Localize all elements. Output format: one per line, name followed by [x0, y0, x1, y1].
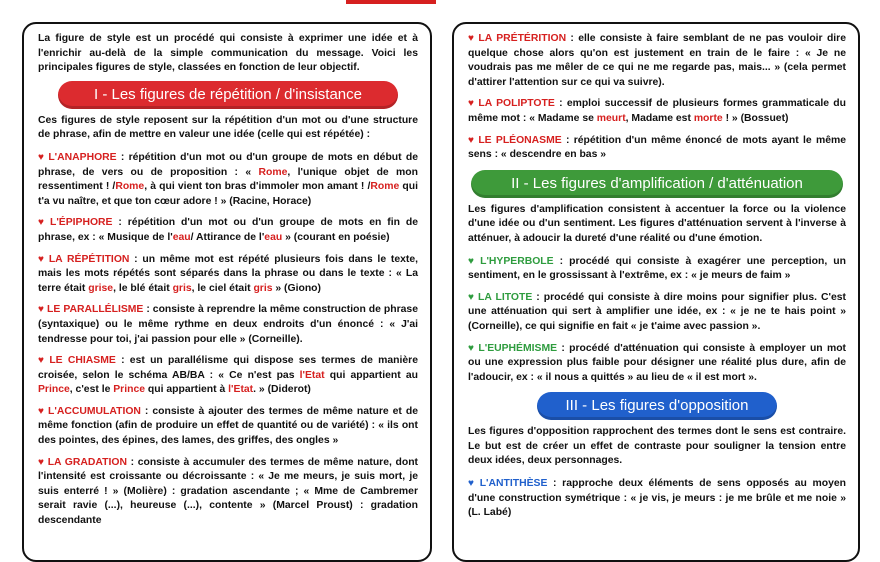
section-title-amplification: II - Les figures d'amplification / d'atténuation	[471, 170, 843, 198]
entry-gradation: ♥ LA GRADATION : consiste à accumuler des termes de même nature, dont l'intensité est croissante ou décroissante : « Je me meurs, je suis mort, je suis enterré ! » (Molière) : gradation ascendante ; « Mme de Cambremer serait ravie (...), heureuse (...), contente » (Marcel Proust) : gradation descendante	[38, 456, 419, 527]
term-label: LE CHIASME	[49, 355, 116, 367]
term-label: LA LITOTE	[478, 291, 533, 303]
term-label: LA PRÉTÉRITION	[478, 33, 567, 44]
heart-icon: ♥	[38, 217, 47, 229]
entry-pretention: ♥ LA PRÉTÉRITION : elle consiste à faire semblant de ne pas vouloir dire quelque chose alors qu'on est justement en train de le faire : « Je ne voudrais pas me mêler de ce qui ne me regarde pas, mais... » (cela permet d'attirer l'attention sur ce qui va suivre).	[468, 33, 846, 88]
heart-icon: ♥	[468, 134, 476, 146]
left-column	[22, 22, 432, 562]
heart-icon: ♥	[468, 33, 476, 44]
term-label: L'ÉPIPHORE	[49, 217, 113, 229]
section-desc-opposition: Les figures d'opposition rapprochent des termes dont le sens est contraire. Le but est de créer un effet de contraste pour souligner la tension entre deux idées, deux personnages.	[468, 426, 846, 467]
term-label: L'ANAPHORE	[48, 151, 117, 163]
section-title-repetition: I - Les figures de répétition / d'insistance	[58, 81, 398, 109]
entry-hyperbole: ♥ L'HYPERBOLE : procédé qui consiste à exagérer une perception, un sentiment, en le grossissant à l'extrême, ex : « je meurs de faim »	[468, 255, 846, 282]
entry-polyptote: ♥ LA POLIPTOTE : emploi successif de plusieurs formes grammaticale du même mot : « Madame se meurt, Madame est morte ! » (Bossuet)	[468, 98, 846, 124]
heart-icon: ♥	[38, 456, 45, 468]
entry-antithese: ♥ L'ANTITHÈSE : rapproche deux éléments de sens opposés au moyen d'une construction symétrique : « je vis, je meurs : je me brûle et me noie » (L. Labé)	[468, 478, 846, 519]
entry-parallelisme: ♥ LE PARALLÉLISME : consiste à reprendre la même construction de phrase (syntaxique) ou le même rythme en deux endroits d'un énoncé : « J'ai tendresse pour toi, j'ai passion pour elle » (Corneille).	[38, 304, 418, 345]
heart-icon: ♥	[468, 291, 476, 303]
term-label: LA POLIPTOTE	[478, 98, 555, 110]
term-label: L'EUPHÉMISME	[478, 342, 558, 354]
entry-accumulation: ♥ L'ACCUMULATION : consiste à ajouter des termes de même nature et de même fonction (afin de produire un effet de quantité ou de variété) : « ils ont des pointes, des épines, des lames, des griffes, des ongles »	[38, 405, 418, 447]
term-label: L'ACCUMULATION	[48, 405, 141, 417]
heart-icon: ♥	[38, 253, 46, 265]
term-label: LE PARALLÉLISME	[47, 304, 144, 316]
intro-text: La figure de style est un procédé qui consiste à exprimer une idée et à l'enrichir au-delà de la simple communication du message. Voici les principales figures de style, classées en fonction de leur objectif.	[38, 33, 418, 74]
entry-repetition: ♥ LA RÉPÉTITION : un même mot est répété plusieurs fois dans le texte, mais les mots répétés sont séparés dans la phrase ou dans le texte : « La terre était grise, le blé était gris, le ciel était gris » (Giono)	[38, 253, 419, 294]
term-label: LA GRADATION	[47, 456, 127, 468]
heart-icon: ♥	[468, 478, 477, 490]
term-label: LE PLÉONASME	[478, 134, 562, 146]
term-label: L'ANTITHÈSE	[479, 478, 548, 490]
section-desc-repetition: Ces figures de style reposent sur la répétition d'un mot ou d'une structure de phrase, afin de mettre en valeur une idée (celle qui est répétée) :	[38, 114, 418, 141]
heart-icon: ♥	[38, 405, 46, 417]
entry-pleonasme: ♥ LE PLÉONASME : répétition d'un même énoncé de mots ayant le même sens : « descendre en bas »	[468, 134, 846, 161]
heart-icon: ♥	[468, 255, 478, 267]
entry-epiphore: ♥ L'ÉPIPHORE : répétition d'un mot ou d'un groupe de mots en fin de phrase, ex : « Musique de l'eau/ Attirance de l'eau » (courant en poésie)	[38, 217, 419, 243]
term-label: L'HYPERBOLE	[480, 255, 554, 267]
entry-euphemisme: ♥ L'EUPHÉMISME : procédé d'atténuation qui consiste à employer un mot ou une expression plus faible pour désigner une réalité plus dure, afin de l'adoucir, ex : « il nous a quittés » au lieu de « il est mort ».	[468, 342, 847, 383]
heart-icon: ♥	[38, 304, 45, 316]
heart-icon: ♥	[38, 151, 46, 163]
top-title-bar	[346, 0, 436, 4]
right-column	[452, 22, 860, 562]
entry-litote: ♥ LA LITOTE : procédé qui consiste à dire moins pour signifier plus. C'est une atténuation qui sert à amplifier une idée, ex : « je ne te hais point » (Corneille), ce qui signifie en fait « je t'aime avec passion ».	[468, 291, 847, 332]
section-title-opposition: III - Les figures d'opposition	[537, 392, 777, 420]
heart-icon: ♥	[38, 355, 47, 367]
heart-icon: ♥	[468, 98, 476, 110]
section-desc-amplification: Les figures d'amplification consistent à accentuer la force ou la violence d'une idée ou d'un sentiment. Les figures d'atténuation servent à l'inverse à atténuer, à adoucir la dureté d'une réalité ou d'une émotion.	[468, 203, 846, 244]
entry-chiasme: ♥ LE CHIASME : est un parallélisme qui dispose ses termes de manière croisée, selon le schéma AB/BA : « Ce n'est pas l'Etat qui appartient au Prince, c'est le Prince qui appartient à l'Etat. » (Diderot)	[38, 355, 418, 396]
term-label: LA RÉPÉTITION	[48, 253, 130, 265]
entry-anaphore: ♥ L'ANAPHORE : répétition d'un mot ou d'un groupe de mots en début de phrase, de vers ou de proposition : « Rome, l'unique objet de mon ressentiment ! /Rome, à qui vient ton bras d'immoler mon amant ! /Rome qui t'a vu naître, et que ton cœur adore ! » (Racine, Horace)	[38, 151, 419, 207]
heart-icon: ♥	[468, 342, 476, 354]
